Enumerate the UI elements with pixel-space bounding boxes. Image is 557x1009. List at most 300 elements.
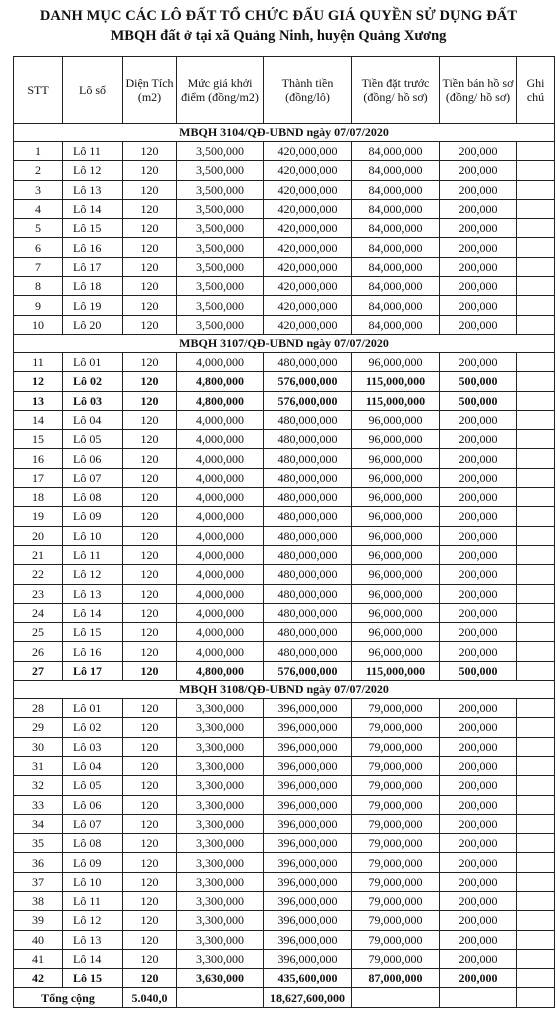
- cell-total: 576,000,000: [264, 372, 352, 391]
- cell-fee: 200,000: [440, 315, 517, 334]
- cell-note: [517, 142, 555, 161]
- section-header-row: [14, 334, 555, 352]
- cell-deposit: 96,000,000: [352, 507, 440, 526]
- cell-area: 120: [123, 949, 177, 968]
- cell-note: [517, 391, 555, 410]
- cell-fee: 200,000: [440, 756, 517, 775]
- cell-price: 3,500,000: [177, 257, 264, 276]
- cell-fee: 200,000: [440, 603, 517, 622]
- cell-deposit: 96,000,000: [352, 603, 440, 622]
- cell-total: 420,000,000: [264, 257, 352, 276]
- cell-note: [517, 257, 555, 276]
- cell-area: 120: [123, 699, 177, 718]
- cell-price: 3,300,000: [177, 853, 264, 872]
- cell-area: 120: [123, 776, 177, 795]
- cell-stt: 23: [14, 584, 63, 603]
- table-row: [14, 930, 555, 949]
- cell-stt: 26: [14, 642, 63, 661]
- cell-lot: Lô 13: [63, 180, 123, 199]
- table-row: [14, 545, 555, 564]
- cell-deposit: 96,000,000: [352, 488, 440, 507]
- cell-price: 3,500,000: [177, 161, 264, 180]
- cell-stt: 6: [14, 238, 63, 257]
- cell-fee: 200,000: [440, 911, 517, 930]
- table-row: [14, 352, 555, 371]
- cell-price: 4,000,000: [177, 526, 264, 545]
- cell-stt: 20: [14, 526, 63, 545]
- cell-stt: 31: [14, 756, 63, 775]
- section-header-row: [14, 124, 555, 142]
- cell-note: [517, 449, 555, 468]
- cell-note: [517, 623, 555, 642]
- cell-area: 120: [123, 526, 177, 545]
- cell-total: 420,000,000: [264, 296, 352, 315]
- cell-deposit: 96,000,000: [352, 430, 440, 449]
- cell-stt: 17: [14, 468, 63, 487]
- cell-price: 3,300,000: [177, 930, 264, 949]
- cell-total: 396,000,000: [264, 949, 352, 968]
- summary-empty: [352, 988, 440, 1007]
- cell-price: 4,000,000: [177, 623, 264, 642]
- cell-deposit: 79,000,000: [352, 718, 440, 737]
- cell-deposit: 84,000,000: [352, 180, 440, 199]
- cell-area: 120: [123, 372, 177, 391]
- cell-total: 420,000,000: [264, 199, 352, 218]
- cell-stt: 2: [14, 161, 63, 180]
- table-row: [14, 853, 555, 872]
- cell-area: 120: [123, 391, 177, 410]
- cell-price: 3,300,000: [177, 756, 264, 775]
- cell-area: 120: [123, 180, 177, 199]
- cell-stt: 14: [14, 410, 63, 429]
- cell-price: 4,000,000: [177, 352, 264, 371]
- cell-fee: 200,000: [440, 410, 517, 429]
- cell-total: 576,000,000: [264, 391, 352, 410]
- cell-deposit: 84,000,000: [352, 199, 440, 218]
- cell-fee: 200,000: [440, 737, 517, 756]
- cell-lot: Lô 02: [63, 718, 123, 737]
- cell-area: 120: [123, 834, 177, 853]
- cell-deposit: 84,000,000: [352, 315, 440, 334]
- cell-price: 3,500,000: [177, 142, 264, 161]
- cell-note: [517, 238, 555, 257]
- cell-total: 480,000,000: [264, 545, 352, 564]
- cell-stt: 4: [14, 199, 63, 218]
- summary-area: 5.040,0: [123, 988, 177, 1007]
- cell-fee: 200,000: [440, 180, 517, 199]
- cell-stt: 24: [14, 603, 63, 622]
- cell-total: 480,000,000: [264, 642, 352, 661]
- cell-fee: 500,000: [440, 391, 517, 410]
- cell-fee: 200,000: [440, 565, 517, 584]
- summary-empty: [177, 988, 264, 1007]
- cell-area: 120: [123, 238, 177, 257]
- cell-fee: 200,000: [440, 853, 517, 872]
- cell-price: 3,630,000: [177, 969, 264, 988]
- cell-stt: 39: [14, 911, 63, 930]
- cell-stt: 9: [14, 296, 63, 315]
- table-row: [14, 891, 555, 910]
- cell-lot: Lô 07: [63, 814, 123, 833]
- cell-stt: 41: [14, 949, 63, 968]
- table-row: [14, 565, 555, 584]
- cell-total: 396,000,000: [264, 853, 352, 872]
- cell-deposit: 96,000,000: [352, 642, 440, 661]
- table-row: [14, 603, 555, 622]
- cell-price: 3,500,000: [177, 238, 264, 257]
- cell-lot: Lô 09: [63, 853, 123, 872]
- cell-fee: 200,000: [440, 449, 517, 468]
- cell-area: 120: [123, 277, 177, 296]
- cell-deposit: 79,000,000: [352, 699, 440, 718]
- cell-price: 3,300,000: [177, 911, 264, 930]
- cell-price: 4,000,000: [177, 488, 264, 507]
- cell-area: 120: [123, 219, 177, 238]
- cell-lot: Lô 16: [63, 238, 123, 257]
- cell-deposit: 79,000,000: [352, 795, 440, 814]
- cell-price: 3,300,000: [177, 718, 264, 737]
- cell-fee: 200,000: [440, 795, 517, 814]
- cell-price: 4,000,000: [177, 430, 264, 449]
- cell-area: 120: [123, 430, 177, 449]
- cell-fee: 200,000: [440, 296, 517, 315]
- cell-total: 396,000,000: [264, 834, 352, 853]
- cell-lot: Lô 05: [63, 776, 123, 795]
- header-area: Diện Tích (m2): [123, 57, 177, 124]
- cell-total: 396,000,000: [264, 737, 352, 756]
- cell-lot: Lô 01: [63, 699, 123, 718]
- table-row: [14, 488, 555, 507]
- cell-deposit: 79,000,000: [352, 776, 440, 795]
- cell-note: [517, 352, 555, 371]
- cell-deposit: 96,000,000: [352, 449, 440, 468]
- cell-note: [517, 756, 555, 775]
- table-row: [14, 410, 555, 429]
- cell-stt: 42: [14, 969, 63, 988]
- cell-lot: Lô 18: [63, 277, 123, 296]
- cell-price: 3,300,000: [177, 737, 264, 756]
- cell-area: 120: [123, 756, 177, 775]
- cell-note: [517, 872, 555, 891]
- cell-fee: 200,000: [440, 891, 517, 910]
- cell-stt: 32: [14, 776, 63, 795]
- cell-lot: Lô 10: [63, 526, 123, 545]
- cell-total: 420,000,000: [264, 315, 352, 334]
- header-lot: Lô số: [63, 57, 123, 124]
- cell-deposit: 79,000,000: [352, 891, 440, 910]
- cell-price: 3,300,000: [177, 776, 264, 795]
- cell-price: 4,000,000: [177, 507, 264, 526]
- cell-stt: 35: [14, 834, 63, 853]
- cell-fee: 200,000: [440, 161, 517, 180]
- cell-total: 480,000,000: [264, 507, 352, 526]
- cell-area: 120: [123, 623, 177, 642]
- table-row: [14, 161, 555, 180]
- summary-label: Tổng cộng: [14, 988, 123, 1007]
- cell-stt: 12: [14, 372, 63, 391]
- cell-fee: 200,000: [440, 969, 517, 988]
- cell-stt: 21: [14, 545, 63, 564]
- cell-stt: 19: [14, 507, 63, 526]
- cell-price: 3,300,000: [177, 949, 264, 968]
- table-row: [14, 584, 555, 603]
- cell-total: 480,000,000: [264, 410, 352, 429]
- cell-price: 4,800,000: [177, 372, 264, 391]
- cell-lot: Lô 12: [63, 565, 123, 584]
- cell-fee: 200,000: [440, 507, 517, 526]
- table-row: [14, 430, 555, 449]
- cell-price: 3,500,000: [177, 315, 264, 334]
- cell-deposit: 79,000,000: [352, 756, 440, 775]
- cell-stt: 38: [14, 891, 63, 910]
- cell-deposit: 96,000,000: [352, 623, 440, 642]
- cell-price: 4,800,000: [177, 661, 264, 680]
- cell-deposit: 79,000,000: [352, 814, 440, 833]
- summary-row: [14, 988, 555, 1007]
- cell-total: 420,000,000: [264, 219, 352, 238]
- cell-note: [517, 642, 555, 661]
- cell-total: 396,000,000: [264, 930, 352, 949]
- cell-total: 396,000,000: [264, 699, 352, 718]
- section-title: MBQH 3107/QĐ-UBND ngày 07/07/2020: [14, 334, 555, 352]
- cell-deposit: 96,000,000: [352, 584, 440, 603]
- cell-fee: 200,000: [440, 488, 517, 507]
- cell-deposit: 96,000,000: [352, 526, 440, 545]
- cell-note: [517, 545, 555, 564]
- cell-lot: Lô 13: [63, 584, 123, 603]
- header-fee: Tiền bán hồ sơ (đồng/ hồ sơ): [440, 57, 517, 124]
- cell-lot: Lô 06: [63, 449, 123, 468]
- cell-deposit: 84,000,000: [352, 142, 440, 161]
- cell-price: 3,300,000: [177, 814, 264, 833]
- cell-lot: Lô 07: [63, 468, 123, 487]
- cell-deposit: 96,000,000: [352, 410, 440, 429]
- cell-area: 120: [123, 814, 177, 833]
- cell-lot: Lô 11: [63, 891, 123, 910]
- cell-price: 3,300,000: [177, 795, 264, 814]
- table-row: [14, 468, 555, 487]
- cell-fee: 200,000: [440, 257, 517, 276]
- cell-lot: Lô 03: [63, 391, 123, 410]
- cell-stt: 3: [14, 180, 63, 199]
- cell-deposit: 84,000,000: [352, 277, 440, 296]
- cell-fee: 200,000: [440, 584, 517, 603]
- cell-fee: 200,000: [440, 834, 517, 853]
- cell-deposit: 79,000,000: [352, 949, 440, 968]
- cell-total: 396,000,000: [264, 756, 352, 775]
- cell-area: 120: [123, 296, 177, 315]
- cell-note: [517, 219, 555, 238]
- header-stt: STT: [14, 57, 63, 124]
- cell-deposit: 115,000,000: [352, 661, 440, 680]
- table-row: [14, 391, 555, 410]
- cell-lot: Lô 17: [63, 257, 123, 276]
- table-row: [14, 180, 555, 199]
- cell-note: [517, 468, 555, 487]
- cell-lot: Lô 12: [63, 161, 123, 180]
- cell-stt: 11: [14, 352, 63, 371]
- cell-fee: 500,000: [440, 661, 517, 680]
- summary-empty: [517, 988, 555, 1007]
- cell-stt: 13: [14, 391, 63, 410]
- cell-deposit: 79,000,000: [352, 911, 440, 930]
- cell-lot: Lô 11: [63, 142, 123, 161]
- cell-area: 120: [123, 795, 177, 814]
- table-row: [14, 623, 555, 642]
- cell-fee: 200,000: [440, 642, 517, 661]
- table-row: [14, 969, 555, 988]
- cell-area: 120: [123, 718, 177, 737]
- cell-fee: 200,000: [440, 219, 517, 238]
- summary-total: 18,627,600,000: [264, 988, 352, 1007]
- cell-lot: Lô 02: [63, 372, 123, 391]
- cell-deposit: 84,000,000: [352, 219, 440, 238]
- cell-price: 4,800,000: [177, 391, 264, 410]
- table-row: [14, 526, 555, 545]
- section-title: MBQH 3108/QĐ-UBND ngày 07/07/2020: [14, 681, 555, 699]
- cell-total: 480,000,000: [264, 449, 352, 468]
- cell-total: 420,000,000: [264, 142, 352, 161]
- cell-price: 3,300,000: [177, 891, 264, 910]
- table-header-row: [14, 57, 555, 124]
- cell-note: [517, 661, 555, 680]
- document-title: DANH MỤC CÁC LÔ ĐẤT TỔ CHỨC ĐẤU GIÁ QUYỀN SỬ DỤNG ĐẤT: [39, 8, 518, 24]
- cell-note: [517, 795, 555, 814]
- cell-total: 396,000,000: [264, 891, 352, 910]
- cell-deposit: 79,000,000: [352, 853, 440, 872]
- cell-lot: Lô 12: [63, 911, 123, 930]
- table-row: [14, 737, 555, 756]
- cell-lot: Lô 05: [63, 430, 123, 449]
- cell-price: 3,500,000: [177, 296, 264, 315]
- cell-deposit: 79,000,000: [352, 872, 440, 891]
- cell-total: 480,000,000: [264, 603, 352, 622]
- cell-lot: Lô 04: [63, 756, 123, 775]
- cell-area: 120: [123, 410, 177, 429]
- cell-note: [517, 834, 555, 853]
- cell-stt: 22: [14, 565, 63, 584]
- table-row: [14, 718, 555, 737]
- cell-total: 420,000,000: [264, 180, 352, 199]
- cell-fee: 200,000: [440, 699, 517, 718]
- cell-note: [517, 488, 555, 507]
- cell-deposit: 84,000,000: [352, 257, 440, 276]
- cell-stt: 27: [14, 661, 63, 680]
- cell-lot: Lô 19: [63, 296, 123, 315]
- cell-stt: 7: [14, 257, 63, 276]
- cell-area: 120: [123, 257, 177, 276]
- cell-total: 480,000,000: [264, 584, 352, 603]
- cell-price: 4,000,000: [177, 545, 264, 564]
- cell-stt: 18: [14, 488, 63, 507]
- cell-lot: Lô 08: [63, 834, 123, 853]
- cell-fee: 200,000: [440, 142, 517, 161]
- cell-deposit: 84,000,000: [352, 238, 440, 257]
- cell-note: [517, 814, 555, 833]
- cell-deposit: 96,000,000: [352, 352, 440, 371]
- cell-fee: 200,000: [440, 776, 517, 795]
- cell-lot: Lô 20: [63, 315, 123, 334]
- cell-price: 4,000,000: [177, 642, 264, 661]
- cell-area: 120: [123, 911, 177, 930]
- cell-note: [517, 315, 555, 334]
- cell-deposit: 96,000,000: [352, 545, 440, 564]
- table-row: [14, 296, 555, 315]
- cell-area: 120: [123, 853, 177, 872]
- cell-stt: 34: [14, 814, 63, 833]
- table-row: [14, 315, 555, 334]
- table-row: [14, 699, 555, 718]
- cell-total: 396,000,000: [264, 911, 352, 930]
- cell-lot: Lô 14: [63, 603, 123, 622]
- table-row: [14, 756, 555, 775]
- header-note: Ghi chú: [517, 57, 555, 124]
- cell-note: [517, 296, 555, 315]
- cell-price: 3,500,000: [177, 199, 264, 218]
- cell-deposit: 79,000,000: [352, 737, 440, 756]
- cell-lot: Lô 09: [63, 507, 123, 526]
- cell-fee: 200,000: [440, 872, 517, 891]
- cell-fee: 200,000: [440, 352, 517, 371]
- cell-area: 120: [123, 545, 177, 564]
- table-row: [14, 372, 555, 391]
- cell-area: 120: [123, 142, 177, 161]
- header-deposit: Tiền đặt trước (đồng/ hồ sơ): [352, 57, 440, 124]
- table-row: [14, 142, 555, 161]
- cell-lot: Lô 11: [63, 545, 123, 564]
- cell-area: 120: [123, 969, 177, 988]
- table-row: [14, 911, 555, 930]
- cell-note: [517, 737, 555, 756]
- cell-price: 4,000,000: [177, 449, 264, 468]
- cell-fee: 200,000: [440, 814, 517, 833]
- cell-lot: Lô 06: [63, 795, 123, 814]
- table-row: [14, 199, 555, 218]
- cell-lot: Lô 15: [63, 969, 123, 988]
- cell-lot: Lô 15: [63, 623, 123, 642]
- cell-area: 120: [123, 199, 177, 218]
- document-subtitle: MBQH đất ở tại xã Quảng Ninh, huyện Quảng Xương: [110, 28, 447, 44]
- cell-area: 120: [123, 603, 177, 622]
- table-row: [14, 814, 555, 833]
- cell-fee: 200,000: [440, 430, 517, 449]
- cell-fee: 200,000: [440, 468, 517, 487]
- table-row: [14, 776, 555, 795]
- cell-area: 120: [123, 737, 177, 756]
- cell-lot: Lô 14: [63, 949, 123, 968]
- cell-area: 120: [123, 584, 177, 603]
- cell-price: 3,300,000: [177, 872, 264, 891]
- cell-lot: Lô 01: [63, 352, 123, 371]
- cell-total: 420,000,000: [264, 161, 352, 180]
- table-row: [14, 238, 555, 257]
- cell-note: [517, 430, 555, 449]
- cell-total: 480,000,000: [264, 623, 352, 642]
- table-row: [14, 642, 555, 661]
- cell-lot: Lô 10: [63, 872, 123, 891]
- cell-total: 480,000,000: [264, 430, 352, 449]
- cell-total: 420,000,000: [264, 238, 352, 257]
- cell-area: 120: [123, 352, 177, 371]
- cell-total: 480,000,000: [264, 526, 352, 545]
- cell-note: [517, 507, 555, 526]
- cell-note: [517, 180, 555, 199]
- cell-area: 120: [123, 507, 177, 526]
- cell-price: 4,000,000: [177, 565, 264, 584]
- cell-area: 120: [123, 661, 177, 680]
- cell-total: 396,000,000: [264, 814, 352, 833]
- table-body: [14, 124, 555, 1008]
